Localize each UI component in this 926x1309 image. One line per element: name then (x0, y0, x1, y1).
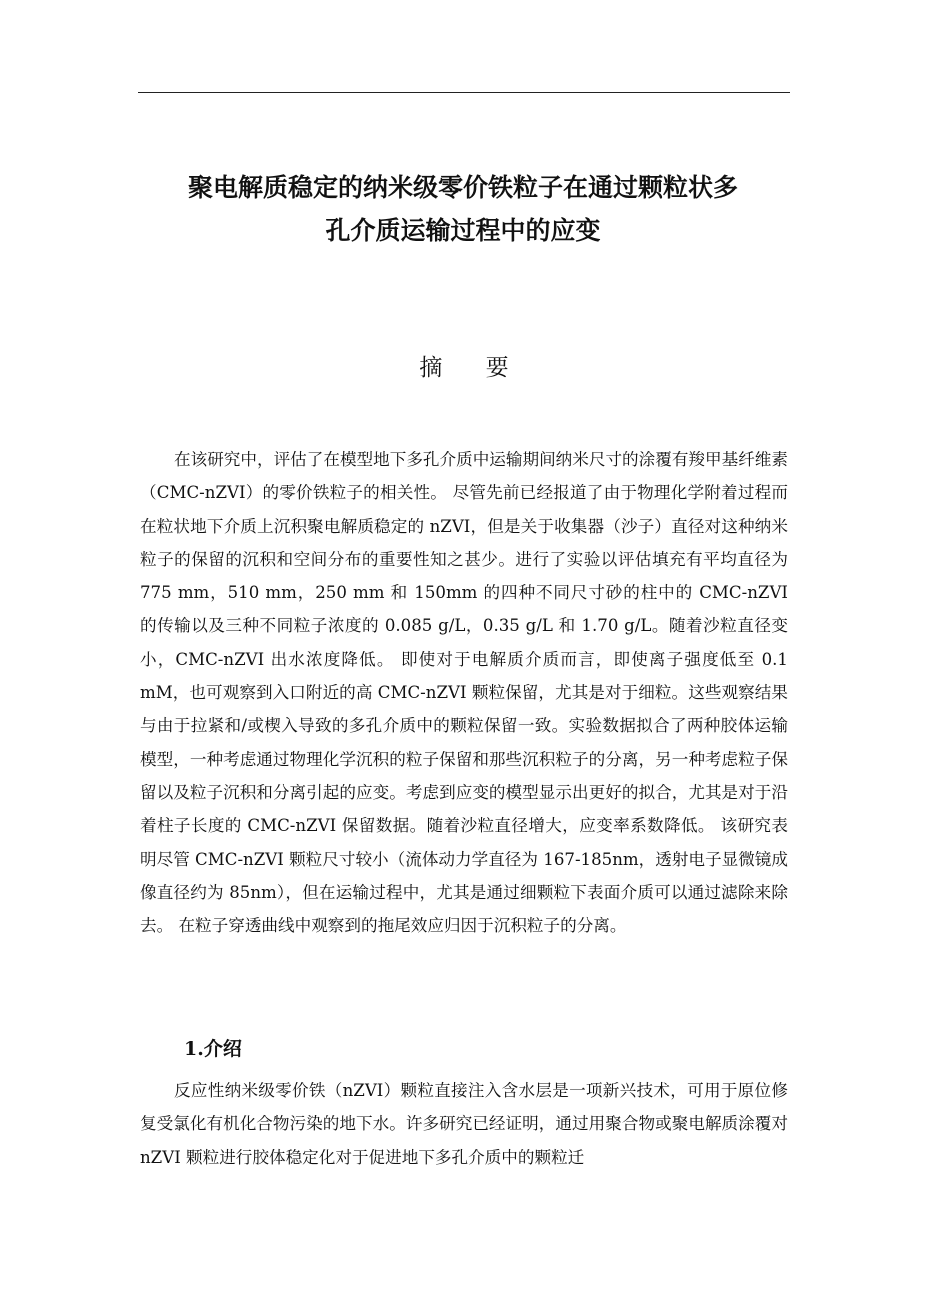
section-heading-introduction: 1.介绍 (184, 1038, 242, 1060)
title-line-1: 聚电解质稳定的纳米级零价铁粒子在通过颗粒状多 (187, 173, 738, 202)
document-title (120, 166, 806, 252)
introduction-paragraph: 反应性纳米级零价铁（nZVI）颗粒直接注入含水层是一项新兴技术，可用于原位修复受氯化有机化合物污染的地下水。许多研究已经证明，通过用聚合物或聚电解质涂覆对 nZVI 颗粒进行胶体稳定化对于促进地下多孔介质中的颗粒迁 (140, 1081, 788, 1167)
abstract-paragraph: 在该研究中，评估了在模型地下多孔介质中运输期间纳米尺寸的涂覆有羧甲基纤维素（CMC-nZVI）的零价铁粒子的相关性。 尽管先前已经报道了由于物理化学附着过程而在粒状地下介质上沉积聚电解质稳定的 nZVI，但是关于收集器（沙子）直径对这种纳米粒子的保留的沉积和空间分布的重要性知之甚少。进行了实验以评估填充有平均直径为 775 mm，510 mm，250 mm 和 150mm 的四种不同尺寸砂的柱中的 CMC-nZVI 的传输以及三种不同粒子浓度的 0.085 g/L，0.35 g/L 和 1.70 g/L。随着沙粒直径变小，CMC-nZVI 出水浓度降低。 即使对于电解质介质而言，即使离子强度低至 0.1 mM，也可观察到入口附近的高 CMC-nZVI 颗粒保留，尤其是对于细粒。这些观察结果与由于拉紧和/或楔入导致的多孔介质中的颗粒保留一致。实验数据拟合了两种胶体运输模型，一种考虑通过物理化学沉积的粒子保留和那些沉积粒子的分离，另一种考虑粒子保留以及粒子沉积和分离引起的应变。考虑到应变的模型显示出更好的拟合，尤其是对于沿着柱子长度的 CMC-nZVI 保留数据。随着沙粒直径增大，应变率系数降低。 该研究表明尽管 CMC-nZVI 颗粒尺寸较小（流体动力学直径为 167-185nm，透射电子显微镜成像直径约为 85nm），但在运输过程中，尤其是通过细颗粒下表面介质可以通过滤除来除去。 在粒子穿透曲线中观察到的拖尾效应归因于沉积粒子的分离。 (140, 450, 788, 936)
abstract-heading: 摘 要 (419, 355, 527, 381)
header-rule (138, 92, 790, 93)
title-line-2: 孔介质运输过程中的应变 (325, 216, 601, 245)
